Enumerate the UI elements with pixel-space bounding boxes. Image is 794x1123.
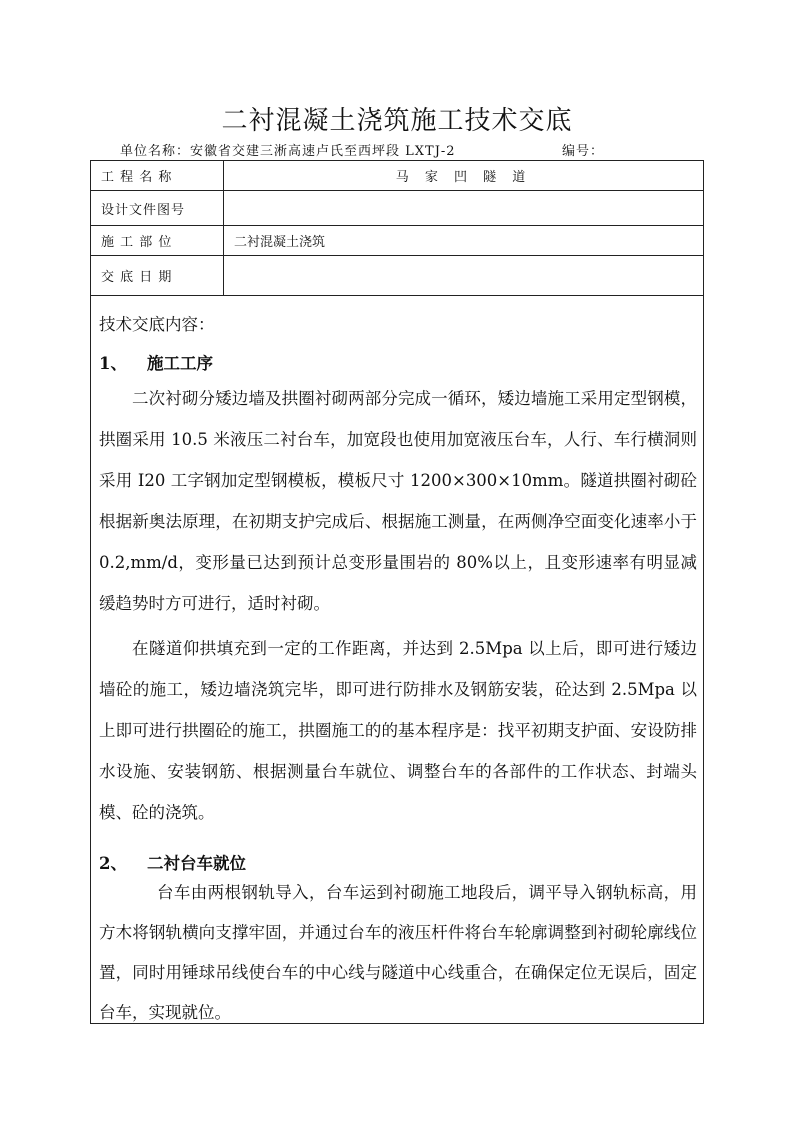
content-box [90, 295, 704, 1024]
drawing-number-value [224, 191, 704, 226]
table-row-handover-date [91, 256, 704, 296]
section-number: 2、 [99, 854, 127, 873]
paragraph: 在隧道仰拱填充到一定的工作距离，并达到 2.5Mpa 以上后，即可进行矮边墙砼的施工，矮边墙浇筑完毕，即可进行防排水及钢筋安装，砼达到 2.5Mpa 以上即可进行拱圈砼的施工，拱圈施工的的基本程序是：找平初期支护面、安设防排水设施、安装钢筋、根据测量台车就位、调整台车的各部件的工作状态、封端头模、砼的浇筑。 [99, 639, 697, 822]
unit-name: 单位名称：安徽省交建三淅高速卢氏至西坪段 LXTJ-2 [120, 144, 456, 159]
section-heading [99, 850, 246, 874]
info-table [90, 160, 704, 296]
paragraph: 台车由两根钢轨导入，台车运到衬砌施工地段后，调平导入钢轨标高，用方木将钢轨横向支撑牢固，并通过台车的液压杆件将台车轮廓调整到衬砌轮廓线位置，同时用锤球吊线使台车的中心线与隧道中心线重合，在确保定位无误后，固定台车，实现就位。 [99, 883, 697, 1022]
table-row-project-name [91, 161, 704, 191]
section-number: 1、 [99, 354, 127, 373]
section-heading [99, 350, 213, 374]
section-title: 施工工序 [147, 354, 213, 373]
document-number-label: 编号： [562, 144, 605, 159]
project-name-value: 马 家 凹 隧 道 [224, 161, 704, 191]
table-row-drawing-number [91, 191, 704, 226]
document-title: 二衬混凝土浇筑施工技术交底 [221, 106, 573, 136]
construction-part-value: 二衬混凝土浇筑 [224, 226, 704, 256]
content-intro: 技术交底内容： [99, 315, 215, 334]
construction-part-label: 施 工 部 位 [91, 226, 224, 256]
paragraph: 二次衬砌分矮边墙及拱圈衬砌两部分完成一循环，矮边墙施工采用定型钢模，拱圈采用 10.5 米液压二衬台车，加宽段也使用加宽液压台车，人行、车行横洞则采用 I20 工字钢加定型钢模板，模板尺寸 1200×300×10mm。隧道拱圈衬砌砼根据新奥法原理，在初期支护完成后、根据施工测量，在两侧净空面变化速率小于 0.2,mm/d，变形量已达到预计总变形量围岩的 80%以上，且变形速率有明显减缓趋势时方可进行，适时衬砌。 [99, 389, 697, 613]
table-row-construction-part [91, 226, 704, 256]
unit-info-line [120, 140, 720, 159]
handover-date-value [224, 256, 704, 296]
project-name-label: 工 程 名 称 [91, 161, 224, 191]
handover-date-label: 交 底 日 期 [91, 256, 224, 296]
section-title: 二衬台车就位 [147, 854, 246, 873]
drawing-number-label: 设计文件图号 [91, 191, 224, 226]
